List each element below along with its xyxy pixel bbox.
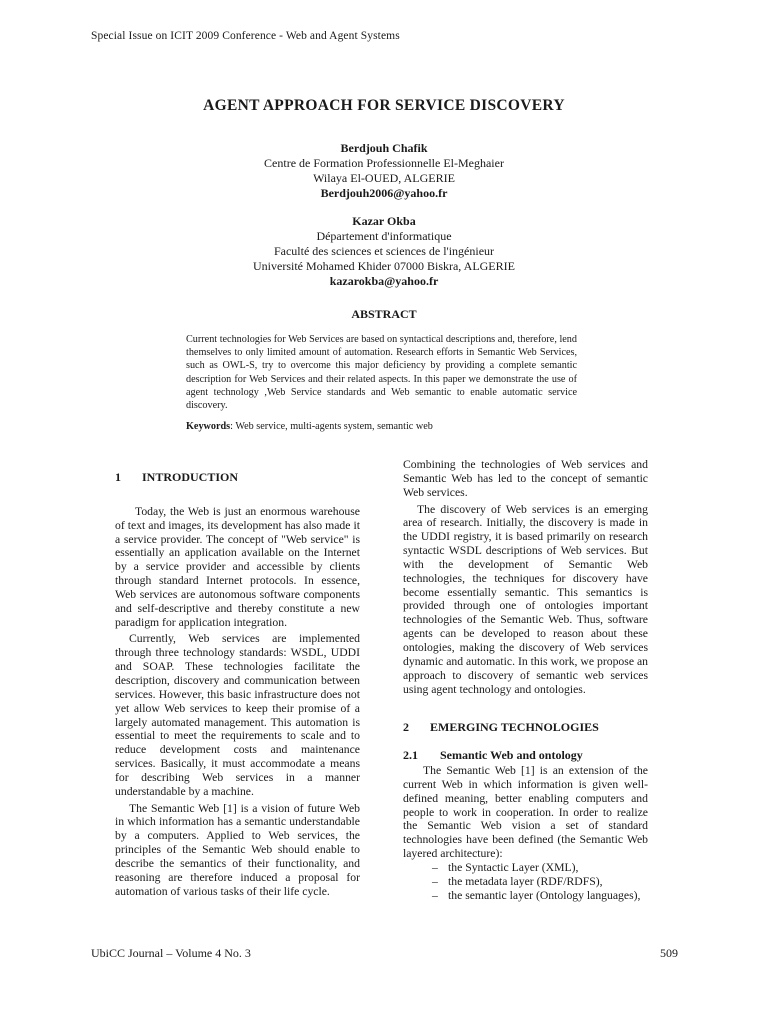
paragraph: The discovery of Web services is an emerging area of research. Initially, the discovery is made in the UDDI registry, it is based primarily on research syntactic WSDL descriptions of Web services. But with the development of Semantic Web technologies, the techniques for discovery have become essentially semantic. This semantics is provided through one of ontologies important technologies of the Semantic Web. Thus, software agents can be developed to reason about these ontologies, making the discovery of Web services dynamic and automatic. In this work, we propose an approach to discovery of semantic web services using agent technology and ontologies.	[403, 502, 648, 696]
paragraph: The Semantic Web [1] is an extension of the current Web in which information is given well-defined meaning, better enabling computers and people to work in cooperation. In order to realize the Semantic Web vision a set of standard technologies have been defined (the Semantic Web layered architecture):	[403, 764, 648, 861]
running-head: Special Issue on ICIT 2009 Conference - Web and Agent Systems	[91, 30, 400, 42]
section-heading: 1 INTRODUCTION	[115, 470, 239, 484]
affiliation-line: Centre de Formation Professionnelle El-Meghaier	[264, 156, 504, 170]
layer-list	[403, 861, 648, 903]
authors	[0, 141, 768, 302]
author-name: Berdjouh Chafik	[340, 141, 428, 155]
affiliation-line: Faculté des sciences et sciences de l'ingénieur	[273, 244, 495, 258]
abstract-heading: ABSTRACT	[351, 307, 417, 321]
left-column	[115, 471, 360, 901]
section-heading: 2 EMERGING TECHNOLOGIES	[403, 720, 599, 735]
list-item: – the semantic layer (Ontology languages),	[432, 888, 641, 902]
right-column	[403, 458, 648, 902]
paragraph: Currently, Web services are implemented through three technology standards: WSDL, UDDI and SOAP. These technologies facilitate the description, discovery and communication between services. However, this basic infrastructure does not yet allow Web services to keep their promise of a largely automated management. This automation is essential to meet the requirements to scale and to reduce development costs and maintenance services. Basically, it must accommodate a means for describing Web services in a manner understandable by a machine.	[115, 632, 360, 798]
author-2	[0, 214, 768, 289]
affiliation-line: Département d'informatique	[316, 229, 452, 243]
list-item: – the Syntactic Layer (XML),	[432, 860, 579, 874]
affiliation-line: Wilaya El-OUED, ALGERIE	[313, 171, 455, 185]
subsection-heading: 2.1 Semantic Web and ontology	[403, 748, 583, 763]
author-name: Kazar Okba	[352, 214, 416, 228]
paragraph: Today, the Web is just an enormous warehouse of text and images, its development has also made it a service provider. The concept of "Web service" is essentially an application available on the Internet by a service provider and accessible by clients through standard Internet protocols. In essence, Web services are autonomous software components and self-descriptive and thereby constitute a new paradigm for application integration.	[115, 504, 360, 629]
paragraph: Combining the technologies of Web services and Semantic Web has led to the concept of semantic Web services.	[403, 458, 648, 499]
footer-journal: UbiCC Journal – Volume 4 No. 3	[91, 946, 251, 960]
paragraph: The Semantic Web [1] is a vision of future Web in which information has a semantic understandable by a computers. Applied to Web services, the principles of the Semantic Web should enable to describe the semantics of their functionality, and reasoning are therefore induced a proposal for automation of various tasks of their life cycle.	[115, 801, 360, 898]
page-number: 509	[660, 946, 678, 960]
affiliation-line: Université Mohamed Khider 07000 Biskra, ALGERIE	[253, 259, 515, 273]
author-email: Berdjouh2006@yahoo.fr	[320, 186, 448, 200]
keywords-label: Keywords	[186, 421, 231, 432]
list-item: – the metadata layer (RDF/RDFS),	[432, 874, 603, 888]
keywords-list: : Web service, multi-agents system, semantic web	[230, 421, 433, 432]
paper-title: AGENT APPROACH FOR SERVICE DISCOVERY	[203, 97, 565, 114]
author-email: kazarokba@yahoo.fr	[329, 274, 439, 288]
author-1	[0, 141, 768, 201]
abstract-text: Current technologies for Web Services are based on syntactical descriptions and, therefore, lend themselves to only limited amount of automation. Research efforts in Semantic Web Services, such as OWL-S, try to overcome this major deficiency by providing a complete semantic description for Web Services and their related aspects. In this paper we demonstrate the use of agent technology ,Web Service standards and Web semantic to enable automatic service discovery.	[186, 334, 577, 412]
keywords	[186, 421, 586, 432]
